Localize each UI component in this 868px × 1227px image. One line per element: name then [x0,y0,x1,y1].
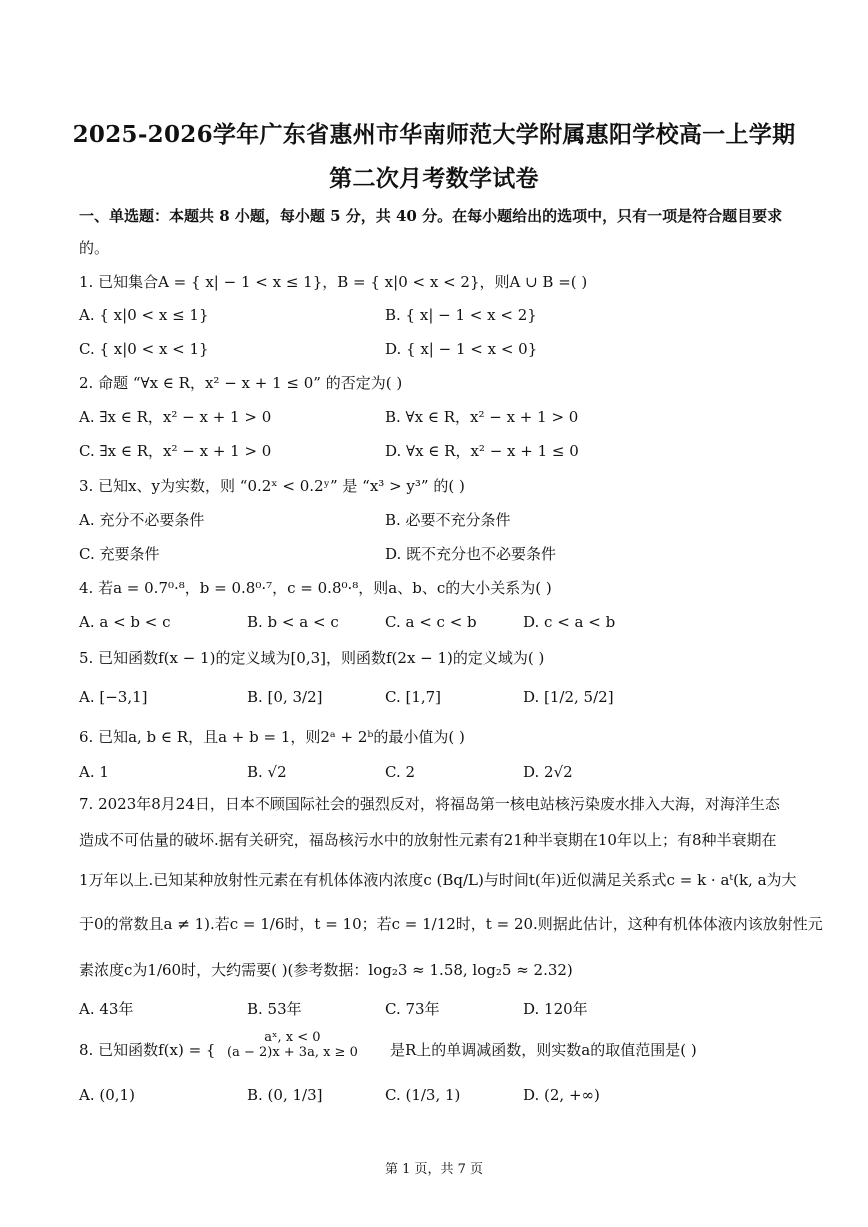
question-1-option-d: D. { x| − 1 < x < 0} [385,340,538,358]
question-7-option-d: D. 120年 [523,1000,588,1018]
question-2-option-a: A. ∃x ∈ R，x² − x + 1 > 0 [79,408,272,426]
question-6-option-d: D. 2√2 [523,763,573,781]
section-heading: 一、单选题：本题共 8 小题，每小题 5 分，共 40 分。在每小题给出的选项中，只有一项是符合题目要求 [79,207,783,225]
question-1-option-c: C. { x|0 < x < 1} [79,340,209,358]
question-3-option-b: B. 必要不充分条件 [385,511,511,529]
question-8-piecewise [227,1030,358,1060]
question-5-option-a: A. [−3,1] [79,688,148,706]
question-8-stem-end: 是R上的单调减函数，则实数a的取值范围是( ) [390,1041,697,1059]
question-4-option-d: D. c < a < b [523,613,616,631]
question-8-option-d: D. (2, +∞) [523,1086,600,1104]
question-2-option-c: C. ∃x ∈ R，x² − x + 1 > 0 [79,442,272,460]
question-5-stem: 5. 已知函数f(x − 1)的定义域为[0,3]，则函数f(2x − 1)的定义域为( ) [79,649,545,667]
title-line-1: 2025-2026学年广东省惠州市华南师范大学附属惠阳学校高一上学期 [72,121,796,148]
question-2-stem: 2. 命题 “∀x ∈ R，x² − x + 1 ≤ 0” 的否定为( ) [79,374,403,392]
question-8-piece-1: aˣ, x < 0 [264,1030,321,1045]
question-5-option-c: C. [1,7] [385,688,442,706]
question-7-stem-line-3: 1万年以上.已知某种放射性元素在有机体体液内浓度c (Bq/L)与时间t(年)近似满足关系式c = k · aᵗ(k, a为大 [79,871,797,889]
question-7-stem-line-4: 于0的常数且a ≠ 1).若c = 1/6时，t = 10；若c = 1/12时，t = 20.则据此估计，这种有机体体液内该放射性元 [79,915,823,933]
question-3-option-c: C. 充要条件 [79,545,160,563]
question-2-option-d: D. ∀x ∈ R，x² − x + 1 ≤ 0 [385,442,579,460]
question-7-stem-line-2: 造成不可估量的破坏.据有关研究，福岛核污水中的放射性元素有21种半衰期在10年以上；有8种半衰期在 [79,831,777,849]
question-6-option-b: B. √2 [247,763,287,781]
question-4-option-c: C. a < c < b [385,613,477,631]
question-8-option-c: C. (1/3, 1) [385,1086,461,1104]
question-4-stem: 4. 若a = 0.7⁰·⁸，b = 0.8⁰·⁷，c = 0.8⁰·⁸，则a、b、c的大小关系为( ) [79,579,552,597]
title-line-2: 第二次月考数学试卷 [329,165,539,192]
question-1-option-b: B. { x| − 1 < x < 2} [385,306,537,324]
question-6-stem: 6. 已知a, b ∈ R，且a + b = 1，则2ᵃ + 2ᵇ的最小值为( ) [79,728,465,746]
question-8-option-b: B. (0, 1/3] [247,1086,323,1104]
question-4-option-b: B. b < a < c [247,613,339,631]
question-1-option-a: A. { x|0 < x ≤ 1} [79,306,209,324]
question-3-option-a: A. 充分不必要条件 [79,511,205,529]
question-7-stem-line-5: 素浓度c为1/60时，大约需要( )(参考数据：log₂3 ≈ 1.58, log₂5 ≈ 2.32) [79,961,573,979]
question-5-option-b: B. [0, 3/2] [247,688,323,706]
question-2-option-b: B. ∀x ∈ R，x² − x + 1 > 0 [385,408,579,426]
question-7-option-a: A. 43年 [79,1000,134,1018]
question-8-piece-2: (a − 2)x + 3a, x ≥ 0 [227,1045,358,1060]
question-7-option-c: C. 73年 [385,1000,440,1018]
question-7-option-b: B. 53年 [247,1000,302,1018]
question-6-option-a: A. 1 [79,763,109,781]
question-4-option-a: A. a < b < c [79,613,171,631]
question-5-option-d: D. [1/2, 5/2] [523,688,614,706]
question-6-option-c: C. 2 [385,763,416,781]
question-7-stem-line-1: 7. 2023年8月24日，日本不顾国际社会的强烈反对，将福岛第一核电站核污染废水排入大海，对海洋生态 [79,795,780,813]
question-3-option-d: D. 既不充分也不必要条件 [385,545,557,563]
section-heading-cont: 的。 [79,239,110,257]
question-8-option-a: A. (0,1) [79,1086,135,1104]
question-8-stem-start: 8. 已知函数f(x) = { [79,1041,216,1059]
question-1-stem: 1. 已知集合A = { x| − 1 < x ≤ 1}，B = { x|0 < x < 2}，则A ∪ B =( ) [79,273,588,291]
question-3-stem: 3. 已知x、y为实数，则 “0.2ˣ < 0.2ʸ” 是 “x³ > y³” 的( ) [79,477,465,495]
page-footer: 第 1 页，共 7 页 [384,1162,484,1177]
